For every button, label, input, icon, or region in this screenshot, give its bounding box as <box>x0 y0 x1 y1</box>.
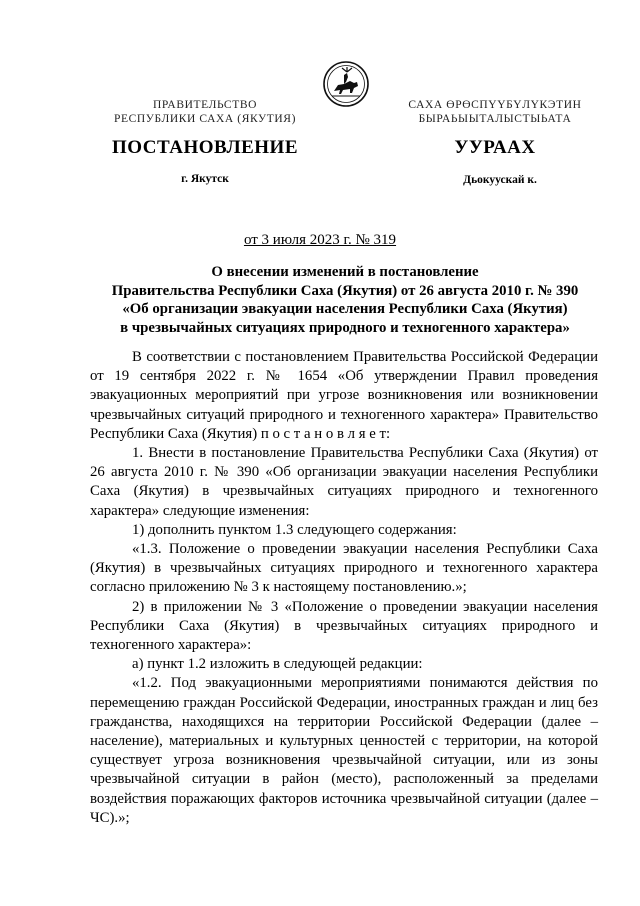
date-number-text: от 3 июля 2023 г. № 319 <box>243 232 397 248</box>
doc-type-ru: ПОСТАНОВЛЕНИЕ <box>111 137 299 158</box>
doc-type-sah: УУРААХ <box>454 137 536 158</box>
document-date-number <box>0 232 640 249</box>
body-paragraph: В соответствии с постановлением Правительства Российской Федерации от 19 сентября 2022 г. № 1654 «Об утверждении Правил проведения эвакуационных мероприятий при угрозе возникновения или возникновении чрезвычайных ситуаций природного и техногенного характера» Правительство Республики Саха (Якутия) п о с т а н о в л я е т: <box>90 349 598 442</box>
left-org-line: РЕСПУБЛИКИ САХА (ЯКУТИЯ) <box>113 113 296 125</box>
body-paragraph: «1.2. Под эвакуационными мероприятиями понимаются действия по перемещению граждан Российской Федерации, иностранных граждан и лиц без гражданства, находящихся на территории Российской Федерации (далее – население), материальных и культурных ценностей с территории, на которой существует угроза возникновения чрезвычайной ситуации, или из зоны чрезвычайной ситуации в район (место), расположенный за пределами воздействия поражающих факторов источника чрезвычайной ситуации (далее – ЧС).»; <box>90 675 598 826</box>
document-body <box>90 348 598 828</box>
right-org-line: САХА ӨРӨСПYYБYЛYКЭТИН <box>408 99 582 111</box>
body-paragraph: 1) дополнить пунктом 1.3 следующего содержания: <box>132 521 457 538</box>
title-line: в чрезвычайных ситуациях природного и техногенного характера» <box>120 319 570 336</box>
title-line: О внесении изменений в постановление <box>211 264 479 280</box>
right-org-line: БЫРАЬЫЫТАЛЫСТЫЬАТА <box>418 113 572 125</box>
title-line: «Об организации эвакуации населения Республики Саха (Якутия) <box>122 301 568 317</box>
title-line: Правительства Республики Саха (Якутия) от 26 августа 2010 г. № 390 <box>111 282 579 299</box>
right-org-name <box>390 98 600 126</box>
body-paragraph: «1.3. Положение о проведении эвакуации населения Республики Саха (Якутия) в чрезвычайных ситуациях природного и техногенного характера согласно приложению № 3 к настоящему постановлению.»; <box>90 541 598 596</box>
city-sah: Дьокуускай к. <box>463 174 537 186</box>
yakutia-coat-of-arms-icon <box>322 60 370 108</box>
body-paragraph: а) пункт 1.2 изложить в следующей редакции: <box>132 656 423 673</box>
body-paragraph: 2) в приложении № 3 «Положение о проведении эвакуации населения Республики Саха (Якутия) в чрезвычайных ситуациях природного и техногенного характера»: <box>90 598 598 654</box>
left-org-line: ПРАВИТЕЛЬСТВО <box>153 99 257 111</box>
left-org-name <box>105 98 305 126</box>
city-ru: г. Якутск <box>181 173 229 185</box>
document-title <box>90 263 600 337</box>
body-paragraph: 1. Внести в постановление Правительства Республики Саха (Якутия) от 26 августа 2010 г. № 390 «Об организации эвакуации населения Республики Саха (Якутия) в чрезвычайных ситуациях природного и техногенного характера» следующие изменения: <box>90 445 598 519</box>
